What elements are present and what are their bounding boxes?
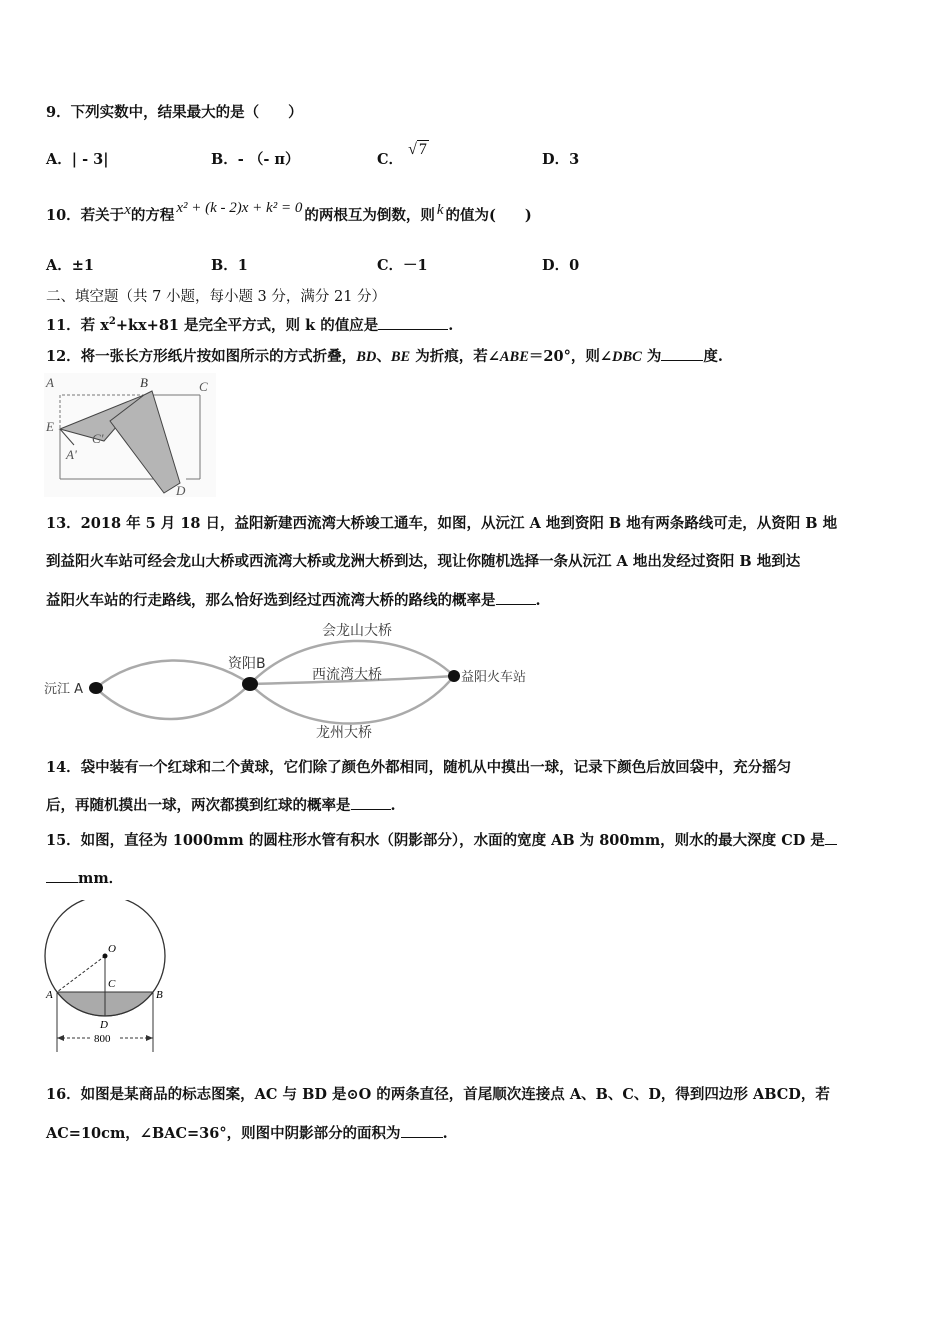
q13-line-1: 13．2018 年 5 月 18 日，益阳新建西流湾大桥竣工通车，如图，从沅江 A 地到资阳 B 地有两条路线可走，从资阳 B 地	[46, 515, 838, 532]
q13-label-middle: 资阳B	[228, 656, 266, 672]
q15-answer-blank-start[interactable]	[825, 830, 837, 845]
q15-label-800: 800	[94, 1033, 111, 1045]
q15-label-a: A	[46, 989, 53, 1001]
q15-label-b: B	[156, 989, 163, 1001]
section-2-heading: 二、填空题（共 7 小题，每小题 3 分，满分 21 分）	[46, 289, 387, 305]
q10-var-x: x	[124, 202, 131, 218]
q16-end: .	[442, 1125, 448, 1142]
q11-part1: 11．若 x	[46, 316, 109, 334]
q12-answer-blank[interactable]	[661, 346, 703, 361]
q15-line-1	[46, 830, 837, 851]
q15-radius-oa	[57, 956, 105, 992]
q13-label-bridge-bottom: 龙州大桥	[316, 725, 372, 741]
q11-sup: 2	[108, 316, 116, 327]
q12-label-b: B	[140, 375, 148, 390]
q15-label-c: C	[108, 978, 116, 990]
q10-part4: 的值为( )	[445, 207, 532, 224]
q12-part2: 为折痕，若∠	[410, 348, 500, 365]
q10-part2: 的方程	[130, 207, 175, 224]
q13-label-bridge-top: 会龙山大桥	[322, 623, 392, 639]
q12-abe: ABE	[499, 349, 529, 365]
q16-line-1: 16．如图是某商品的标志图案，AC 与 BD 是⊙O 的两条直径，首尾顺次连接点 A、B、C、D，得到四边形 ABCD，若	[46, 1086, 830, 1103]
q13-line-2: 到益阳火车站可经会龙山大桥或西流湾大桥或龙洲大桥到达，现让你随机选择一条从沅江 A 地出发经过资阳 B 地到达	[46, 553, 801, 570]
q12-part3: ＝20°，则∠	[528, 348, 612, 365]
q13-route-a-b-upper	[96, 660, 250, 688]
q12-be: BE	[390, 349, 411, 365]
q13-answer-blank[interactable]	[496, 590, 536, 605]
q11-end: .	[448, 316, 454, 334]
q12-bd: BD	[356, 349, 377, 365]
q14-answer-blank[interactable]	[351, 795, 391, 810]
q9-option-c-label: C．	[377, 151, 404, 168]
q11-stem	[46, 312, 453, 336]
q14-end: .	[390, 797, 396, 814]
q15-dim-arrow-left	[57, 1035, 64, 1041]
q16-line-2-text: AC=10cm，∠BAC=36°，则图中阴影部分的面积为	[46, 1125, 401, 1142]
q12-label-a-prime: A'	[66, 447, 77, 462]
q9-stem: 9．下列实数中，结果最大的是（ ）	[46, 104, 303, 121]
q15-line-2	[46, 868, 123, 889]
q12-part1: 12．将一张长方形纸片按如图所示的方式折叠，	[46, 348, 357, 365]
q10-option-a: A．±1	[46, 257, 94, 274]
q15-label-d: D	[100, 1019, 108, 1031]
q14-line-2	[46, 795, 396, 816]
q12-stem	[46, 346, 723, 367]
q10-part3: 的两根互为倒数，则	[304, 207, 435, 224]
q13-end: .	[535, 592, 541, 609]
q15-label-o: O	[108, 943, 116, 955]
q13-label-bridge-mid: 西流湾大桥	[312, 667, 382, 683]
q12-dbc: DBC	[611, 349, 642, 365]
q14-line-1: 14．袋中装有一个红球和二个黄球，它们除了颜色外都相同，随机从中摸出一球，记录下颜色后放回袋中，充分摇匀	[46, 759, 792, 776]
q12-label-e: E	[46, 419, 54, 434]
q10-stem	[46, 200, 532, 226]
q15-answer-blank-end[interactable]	[46, 868, 78, 883]
q9-sqrt: √ 7	[408, 141, 427, 158]
q12-sep: 、	[376, 348, 391, 365]
q9-sqrt-radicand: 7	[418, 141, 427, 158]
q12-label-d: D	[176, 483, 186, 497]
q12-part4: 为	[641, 348, 662, 365]
q12-label-c: C	[199, 379, 208, 394]
q13-route-a-b-lower	[96, 684, 250, 719]
q14-line-2-text: 后，再随机摸出一球，两次都摸到红球的概率是	[46, 797, 351, 814]
q13-node-a	[89, 682, 103, 694]
q15-pipe-figure	[40, 900, 180, 1060]
q15-center-dot	[103, 954, 108, 959]
q10-equation: x² + (k - 2)x + k² = 0	[176, 200, 303, 216]
q9-option-b: B．- （- π）	[211, 151, 300, 168]
q15-dim-arrow-right	[146, 1035, 153, 1041]
q10-option-b: B．1	[211, 257, 248, 274]
q9-option-a: A．| - 3|	[46, 151, 109, 168]
q13-route-figure	[44, 618, 544, 744]
q12-fold-figure	[44, 373, 216, 497]
q11-part2: +kx+81 是完全平方式，则 k 的值应是	[115, 316, 379, 334]
q13-label-end: 益阳火车站	[461, 670, 527, 685]
q15-line-1-text: 15．如图，直径为 1000mm 的圆柱形水管有积水（阴影部分），水面的宽度 AB 为 800mm，则水的最大深度 CD 是	[46, 832, 825, 849]
q9-option-c	[377, 141, 429, 169]
q12-label-c-prime: C'	[92, 431, 104, 446]
q10-option-d: D．0	[542, 257, 580, 274]
q16-answer-blank[interactable]	[401, 1123, 443, 1138]
q11-answer-blank[interactable]	[378, 315, 448, 330]
q13-node-station	[448, 670, 460, 682]
q13-line-3-text: 益阳火车站的行走路线，那么恰好选到经过西流湾大桥的路线的概率是	[46, 592, 496, 609]
q15-end: mm．	[78, 870, 124, 887]
q9-option-d: D．3	[542, 151, 580, 168]
q13-label-start: 沅江 A	[44, 682, 84, 697]
q10-var-k: k	[436, 202, 444, 218]
q10-option-c: C．－1	[377, 257, 428, 274]
q13-line-3	[46, 590, 541, 611]
q13-node-b	[242, 677, 258, 691]
q16-line-2	[46, 1123, 448, 1144]
q10-part1: 10．若关于	[46, 207, 125, 224]
q12-end: 度.	[703, 348, 723, 365]
q12-label-a: A	[46, 375, 54, 390]
